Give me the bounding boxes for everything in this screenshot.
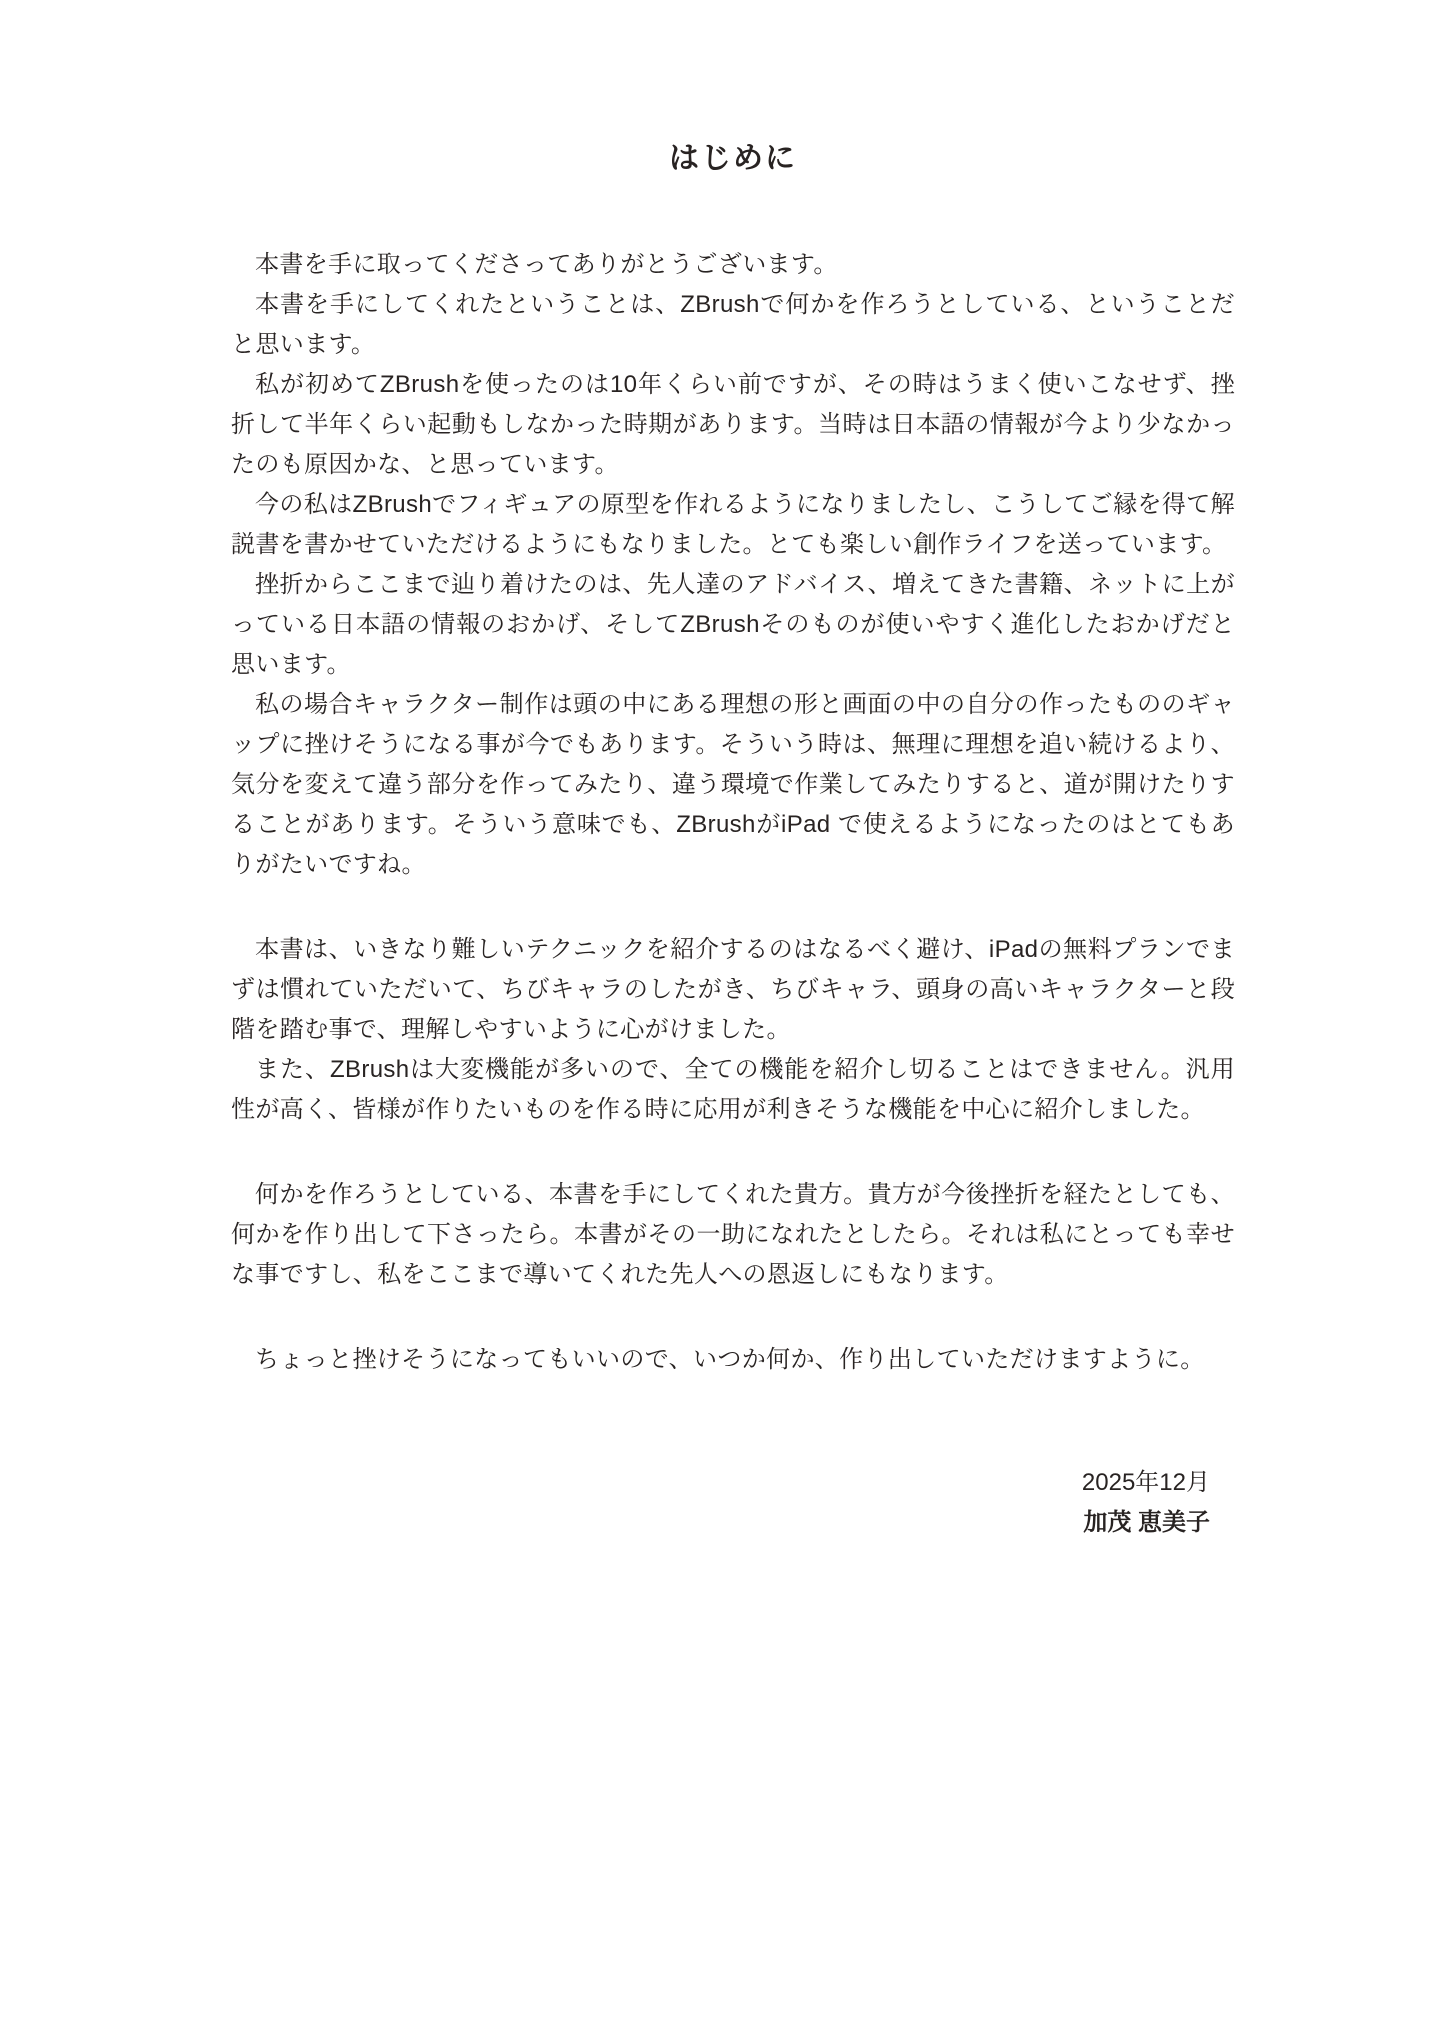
paragraph-reader-intent: 本書を手にしてくれたということは、ZBrushで何かを作ろうとしている、ということだと思います。	[231, 291, 1235, 358]
paragraph-first-zbrush: 私が初めてZBrushを使ったのは10年くらい前ですが、その時はうまく使いこなせず、挫折して半年くらい起動もしなかった時期があります。当時は日本語の情報が今より少なかったのも原因かな、と思っています。	[231, 371, 1235, 478]
paragraph-closing-wish: ちょっと挫けそうになってもいいので、いつか何か、作り出していただけますように。	[255, 1346, 1205, 1373]
signature-author: 加茂 恵美子	[1083, 1509, 1210, 1536]
preface-body	[231, 245, 1235, 1543]
paragraph-message-to-reader: 何かを作ろうとしている、本書を手にしてくれた貴方。貴方が今後挫折を経たとしても、何かを作り出して下さったら。本書がその一助になれたとしたら。それは私にとっても幸せな事ですし、私をここまで導いてくれた先人への恩返しにもなります。	[231, 1181, 1235, 1288]
paragraph-character-gap: 私の場合キャラクター制作は頭の中にある理想の形と画面の中の自分の作ったもののギャップに挫けそうになる事が今でもあります。そういう時は、無理に理想を追い続けるより、気分を変えて違う部分を作ってみたり、違う環境で作業してみたりすると、道が開けたりすることがあります。そういう意味でも、ZBrushがiPad で使えるようになったのはとてもありがたいですね。	[231, 691, 1235, 878]
paragraph-thanks: 本書を手に取ってくださってありがとうございます。	[255, 251, 838, 278]
signature-date: 2025年12月	[1081, 1469, 1210, 1496]
page-title: はじめに	[669, 142, 797, 175]
paragraph-current-self: 今の私はZBrushでフィギュアの原型を作れるようになりましたし、こうしてご縁を得て解説書を書かせていただけるようにもなりました。とても楽しい創作ライフを送っています。	[231, 491, 1235, 558]
paragraph-gratitude: 挫折からここまで辿り着けたのは、先人達のアドバイス、増えてきた書籍、ネットに上がっている日本語の情報のおかげ、そしてZBrushそのものが使いやすく進化したおかげだと思います。	[231, 571, 1235, 678]
paragraph-book-approach: 本書は、いきなり難しいテクニックを紹介するのはなるべく避け、iPadの無料プランでまずは慣れていただいて、ちびキャラのしたがき、ちびキャラ、頭身の高いキャラクターと段階を踏む事で、理解しやすいように心がけました。	[231, 936, 1235, 1043]
paragraph-feature-selection: また、ZBrushは大変機能が多いので、全ての機能を紹介し切ることはできません。汎用性が高く、皆様が作りたいものを作る時に応用が利きそうな機能を中心に紹介しました。	[231, 1056, 1235, 1123]
signature-block	[231, 1463, 1235, 1543]
